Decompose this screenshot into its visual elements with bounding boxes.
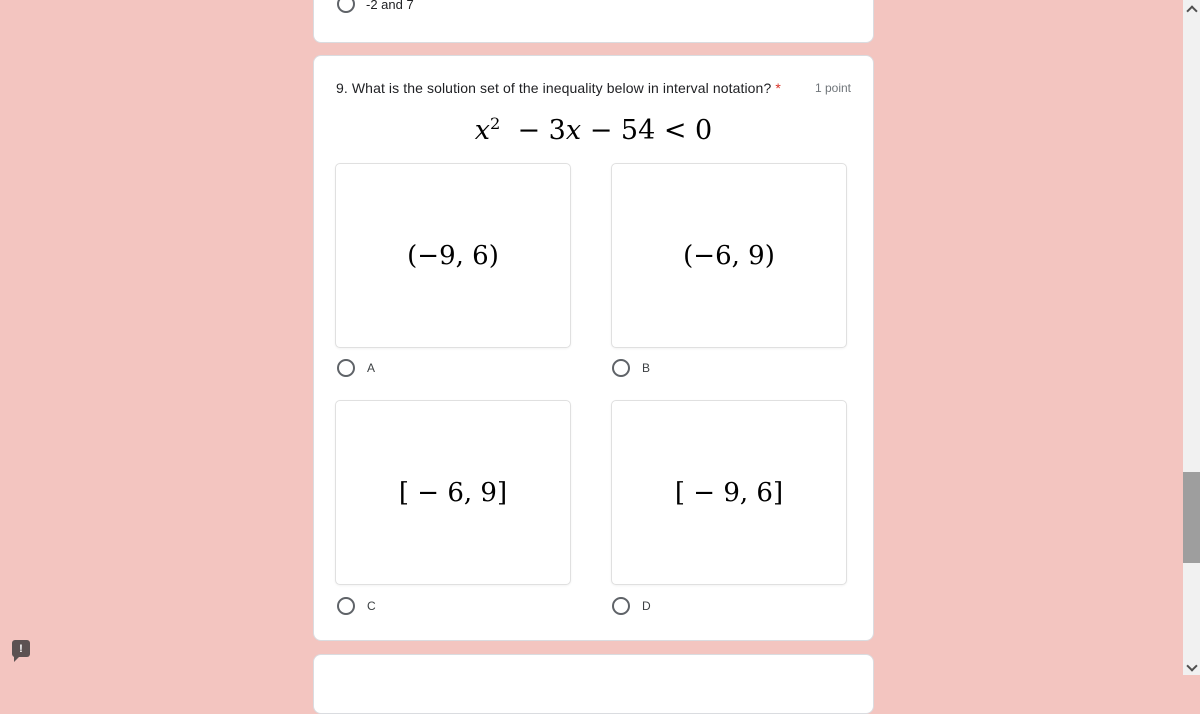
scroll-up-arrow-icon[interactable] <box>1183 0 1200 17</box>
option-d-choice <box>612 597 651 615</box>
question-title <box>336 79 806 98</box>
option-a-label: A <box>367 361 376 375</box>
option-c-choice <box>337 597 376 615</box>
radio-button[interactable] <box>337 0 355 13</box>
option-a-choice <box>337 359 375 377</box>
option-b-choice <box>612 359 650 377</box>
scroll-down-arrow-icon[interactable] <box>1183 658 1200 675</box>
radio-button-a[interactable] <box>337 359 355 377</box>
option-label: -2 and 7 <box>366 0 414 12</box>
option-c-label: C <box>367 599 376 613</box>
previous-question-card <box>313 0 874 43</box>
equation-variable: x <box>474 115 490 146</box>
required-asterisk: * <box>775 80 781 96</box>
option-d-label: D <box>642 599 651 613</box>
equation-variable: x <box>565 115 582 146</box>
points-badge: 1 point <box>814 81 851 95</box>
scrollbar[interactable] <box>1183 0 1200 675</box>
option-c-image <box>335 400 571 585</box>
option-a-image <box>335 163 571 348</box>
option-d-math: [ − 9, 6] <box>674 477 784 508</box>
option-c-math: [ − 6, 9] <box>398 477 508 508</box>
equation-exponent: 2 <box>490 114 501 133</box>
previous-answer-option <box>337 0 414 13</box>
next-question-card <box>313 654 874 714</box>
option-a-math: (−9, 6) <box>407 240 499 271</box>
option-b-image <box>611 163 847 348</box>
report-icon[interactable] <box>12 640 30 657</box>
radio-button-c[interactable] <box>337 597 355 615</box>
question-card <box>313 55 874 641</box>
equation-image: $x^2 - 3x - 54 < 0$ <box>474 114 713 146</box>
radio-button-d[interactable] <box>612 597 630 615</box>
option-b-math: (−6, 9) <box>683 240 775 271</box>
report-exclamation: ! <box>19 642 23 655</box>
scrollbar-thumb[interactable] <box>1183 472 1200 563</box>
question-title-text: 9. What is the solution set of the inequality below in interval notation? <box>336 80 772 96</box>
option-d-image <box>611 400 847 585</box>
radio-button-b[interactable] <box>612 359 630 377</box>
option-b-label: B <box>642 361 651 375</box>
